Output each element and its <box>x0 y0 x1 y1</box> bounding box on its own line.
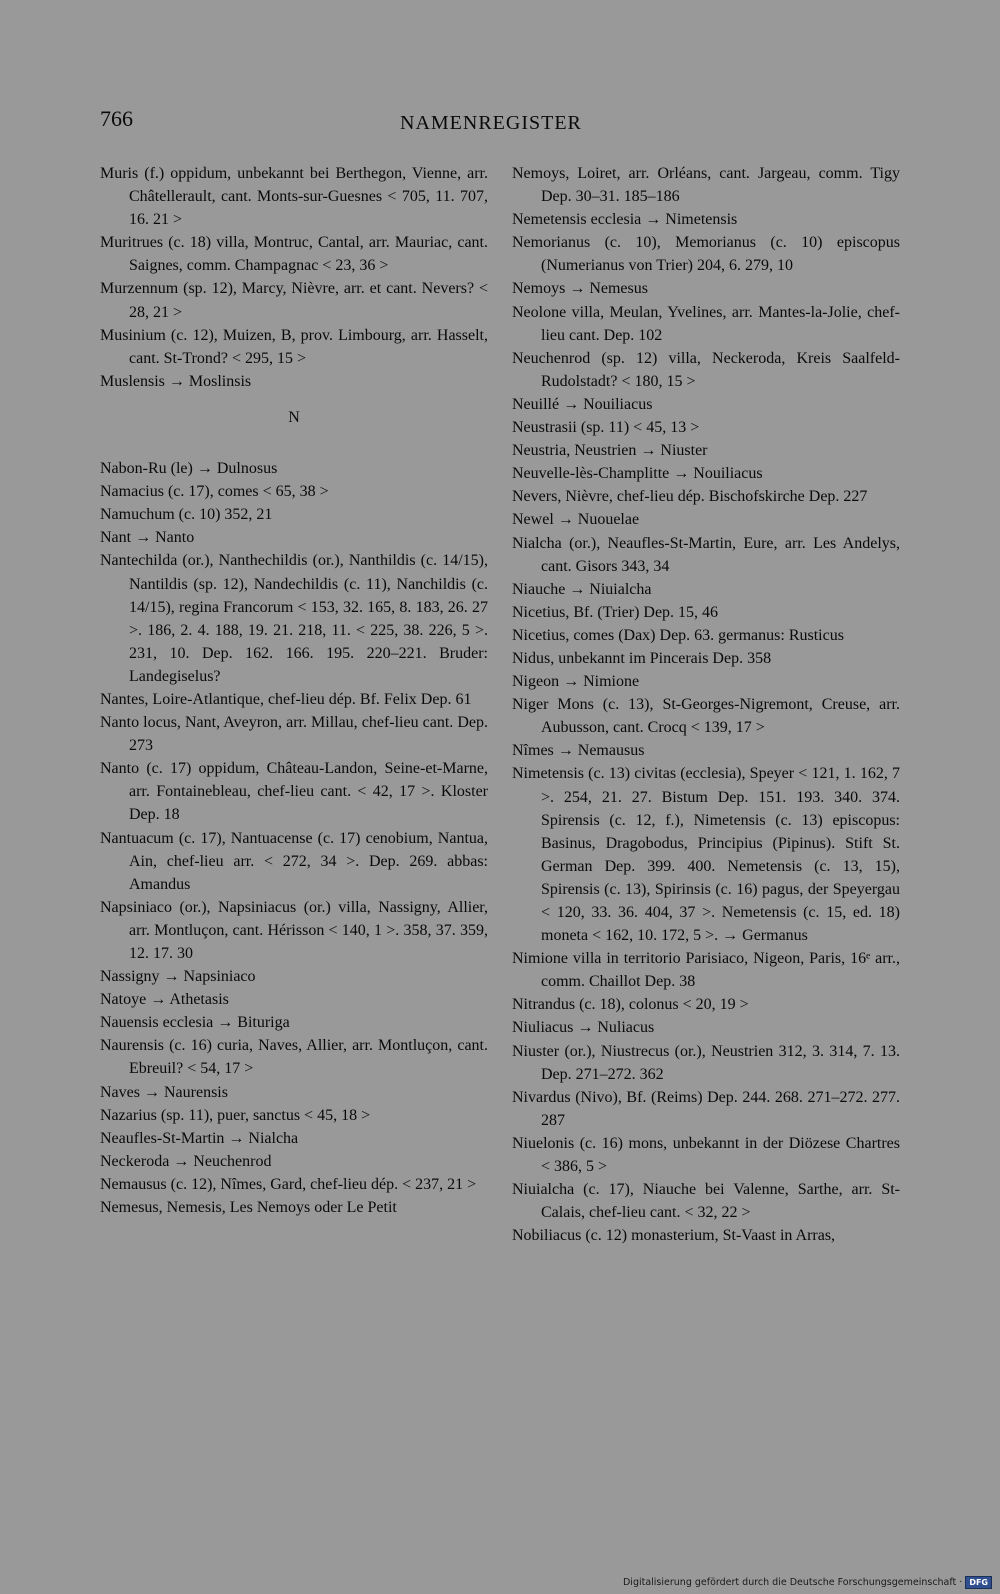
index-entry: Nigeon → Nimione <box>512 673 640 691</box>
index-entry: Niuliacus → Nuliacus <box>512 1019 655 1037</box>
index-entry: Nîmes → Nemausus <box>512 742 645 760</box>
index-entry: Naurensis (c. 16) curia, Naves, Allier, arr. Montluçon, cant. Ebreuil? < 54, 17 > <box>100 1037 488 1078</box>
index-entry: Nantechilda (or.), Nanthechildis (or.), Nanthildis (c. 14/15), Nantildis (sp. 12), Nandechildis (c. 11), Nanchildis (c. 14/15), regina Francorum < 153, 32. 165, 8. 183, 26. 27 >. 186, 2. 4. 188, 19. 21. 218, 11. < 225, 38. 226, 5 >. 231, 10. Dep. 162. 166. 195. 220–221. Bruder: Landegiselus? <box>100 552 488 685</box>
digitization-footer <box>623 1576 992 1589</box>
index-entry: Nazarius (sp. 11), puer, sanctus < 45, 18 > <box>100 1106 371 1124</box>
index-entry: Nant → Nanto <box>100 529 195 547</box>
index-entry: Niger Mons (c. 13), St-Georges-Nigremont, Creuse, arr. Aubusson, cant. Crocq < 139, 17 > <box>512 696 900 737</box>
index-entry: Nidus, unbekannt im Pincerais Dep. 358 <box>512 649 772 667</box>
index-entry: Namacius (c. 17), comes < 65, 38 > <box>100 483 329 501</box>
index-entry: Neaufles-St-Martin → Nialcha <box>100 1129 299 1147</box>
index-entry: Muslensis → Moslinsis <box>100 372 252 390</box>
left-column <box>100 162 488 1219</box>
index-entry: Nivardus (Nivo), Bf. (Reims) Dep. 244. 268. 271–272. 277. 287 <box>512 1088 900 1129</box>
index-entry: Nemorianus (c. 10), Memorianus (c. 10) episcopus (Numerianus von Trier) 204, 6. 279, 10 <box>512 234 900 275</box>
index-entry: Nemoys → Nemesus <box>512 280 648 298</box>
index-entry: Niuialcha (c. 17), Niauche bei Valenne, Sarthe, arr. St-Calais, chef-lieu cant. < 32, 22 > <box>512 1181 900 1222</box>
right-column <box>512 162 900 1247</box>
index-entry: Neckeroda → Neuchenrod <box>100 1152 272 1170</box>
index-entry: Nemesus, Nemesis, Les Nemoys oder Le Petit <box>100 1199 397 1217</box>
index-entry: Niauche → Niuialcha <box>512 580 652 598</box>
index-entry: Nemausus (c. 12), Nîmes, Gard, chef-lieu dép. < 237, 21 > <box>100 1175 477 1193</box>
index-entry: Napsiniaco (or.), Napsiniacus (or.) villa, Nassigny, Allier, arr. Montluçon, cant. Hérisson < 140, 1 >. 358, 37. 359, 12. 17. 30 <box>100 898 488 962</box>
footer-text: Digitalisierung gefördert durch die Deutsche Forschungsgemeinschaft · <box>622 1577 963 1588</box>
index-entry: Neustria, Neustrien → Niuster <box>512 442 708 460</box>
index-entry: Nauensis ecclesia → Bituriga <box>100 1014 290 1032</box>
index-entry: Neustrasii (sp. 11) < 45, 13 > <box>512 419 700 437</box>
dfg-logo-icon: DFG <box>965 1576 992 1589</box>
index-entry: Nevers, Nièvre, chef-lieu dép. Bischofskirche Dep. 227 <box>512 488 868 506</box>
index-entry: Nabon-Ru (le) → Dulnosus <box>100 460 278 478</box>
index-entry: Neuchenrod (sp. 12) villa, Neckeroda, Kreis Saalfeld-Rudolstadt? < 180, 15 > <box>512 349 900 390</box>
index-entry: Muris (f.) oppidum, unbekannt bei Berthegon, Vienne, arr. Châtellerault, cant. Monts-sur-Guesnes < 705, 11. 707, 16. 21 > <box>100 165 488 229</box>
index-entry: Nemetensis ecclesia → Nimetensis <box>512 211 738 229</box>
index-entry: Nantes, Loire-Atlantique, chef-lieu dép. Bf. Felix Dep. 61 <box>100 690 472 708</box>
index-entry: Natoye → Athetasis <box>100 991 229 1009</box>
index-entry: Neuvelle-lès-Champlitte → Nouiliacus <box>512 465 763 483</box>
index-entry: Nimione villa in territorio Parisiaco, Nigeon, Paris, 16ᵉ arr., comm. Chaillot Dep. 38 <box>512 950 900 991</box>
index-entry: Naves → Naurensis <box>100 1083 228 1101</box>
index-entry: Nanto (c. 17) oppidum, Château-Landon, Seine-et-Marne, arr. Fontainebleau, chef-lieu cant. < 42, 17 >. Kloster Dep. 18 <box>100 760 488 824</box>
index-entry: Newel → Nuouelae <box>512 511 640 529</box>
index-entry: Nanto locus, Nant, Aveyron, arr. Millau, chef-lieu cant. Dep. 273 <box>100 714 488 755</box>
index-entry: Murzennum (sp. 12), Marcy, Nièvre, arr. et cant. Nevers? < 28, 21 > <box>100 280 488 321</box>
index-entry: Nicetius, Bf. (Trier) Dep. 15, 46 <box>512 603 719 621</box>
index-entry: Neolone villa, Meulan, Yvelines, arr. Mantes-la-Jolie, chef-lieu cant. Dep. 102 <box>512 303 900 344</box>
index-entry: Niuster (or.), Niustrecus (or.), Neustrien 312, 3. 314, 7. 13. Dep. 271–272. 362 <box>512 1042 900 1083</box>
index-entry: Neuillé → Nouiliacus <box>512 395 653 413</box>
index-entry: Muritrues (c. 18) villa, Montruc, Cantal, arr. Mauriac, cant. Saignes, comm. Champagnac < 23, 36 > <box>100 234 488 275</box>
index-entry: Musinium (c. 12), Muizen, B, prov. Limbourg, arr. Hasselt, cant. St-Trond? < 295, 15 > <box>100 326 488 367</box>
index-entry: Niuelonis (c. 16) mons, unbekannt in der Diözese Chartres < 386, 5 > <box>512 1134 900 1176</box>
index-entry: Nimetensis (c. 13) civitas (ecclesia), Speyer < 121, 1. 162, 7 >. 254, 21. 27. Bistum Dep. 151. 193. 340. 374. Spirensis (c. 12, f.), Nimetensis (c. 13) episcopus: Basinus, Dragobodus, Principius (Pipinus). Stift St. German Dep. 399. 400. Nemetensis (c. 13, 15), Spirensis (c. 13), Spirinsis (c. 16) pagus, der Speyergau < 120, 33. 36. 404, 37 >. Nemetensis (c. 15, ed. 18) moneta < 162, 10. 172, 5 >. → Germanus <box>512 765 900 945</box>
page-number: 766 <box>100 106 133 131</box>
running-head: NAMENREGISTER <box>400 112 582 134</box>
index-entry: Nassigny → Napsiniaco <box>100 968 256 986</box>
index-entry: Nobiliacus (c. 12) monasterium, St-Vaast in Arras, <box>512 1227 836 1245</box>
index-entry: Nicetius, comes (Dax) Dep. 63. germanus: Rusticus <box>512 626 844 644</box>
section-letter: N <box>288 408 300 426</box>
index-entry: Nitrandus (c. 18), colonus < 20, 19 > <box>512 996 749 1014</box>
index-entry: Nemoys, Loiret, arr. Orléans, cant. Jargeau, comm. Tigy Dep. 30–31. 185–186 <box>512 165 900 206</box>
index-entry: Nantuacum (c. 17), Nantuacense (c. 17) cenobium, Nantua, Ain, chef-lieu arr. < 272, 34 >. Dep. 269. abbas: Amandus <box>100 829 488 893</box>
index-entry: Namuchum (c. 10) 352, 21 <box>100 506 273 524</box>
index-entry: Nialcha (or.), Neaufles-St-Martin, Eure, arr. Les Andelys, cant. Gisors 343, 34 <box>512 534 900 575</box>
